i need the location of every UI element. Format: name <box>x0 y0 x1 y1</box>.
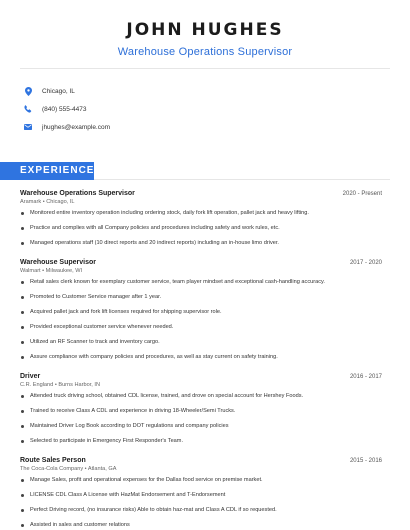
job-dates: 2020 - Present <box>342 191 382 197</box>
email-text: jhughes@example.com <box>42 123 111 131</box>
phone-icon <box>22 105 34 113</box>
job-bullet: Trained to receive Class A CDL and experience in driving 18-Wheeler/Semi Trucks. <box>20 407 382 422</box>
job-bullet: Acquired pallet jack and fork lift licenses required for shipping supervisor role. <box>20 308 382 323</box>
contact-email <box>22 118 110 136</box>
job-bullet: LICENSE CDL Class A License with HazMat Endorsement and T-Endorsement <box>20 491 382 506</box>
contact-list <box>22 82 110 136</box>
job-bullet: Retail sales clerk known for exemplary customer service, team player mindset and exceptional cash-handling accuracy. <box>20 278 382 293</box>
job-bullets <box>20 476 382 530</box>
job-dates: 2016 - 2017 <box>349 374 382 380</box>
job-bullet: Managed operations staff (10 direct reports and 20 indirect reports) including an in-house limo driver. <box>20 239 382 254</box>
job-bullet: Provided exceptional customer service whenever needed. <box>20 323 382 338</box>
job-company: Aramark • Chicago, IL <box>20 199 75 205</box>
job-bullets <box>20 392 382 452</box>
job-dates: 2015 - 2016 <box>349 458 382 464</box>
job-bullet: Assisted in sales and customer relations <box>20 521 382 530</box>
phone-text: (840) 555-4473 <box>42 105 87 113</box>
job-bullet: Practice and complies with all Company policies and procedures including safety and work rules, etc. <box>20 224 382 239</box>
job-title: Route Sales Person <box>20 457 86 464</box>
job-bullets <box>20 209 382 254</box>
job-bullet: Attended truck driving school, obtained CDL license, trained, and drove on special account for Hershey Foods. <box>20 392 382 407</box>
envelope-icon <box>22 124 34 130</box>
job-entry <box>20 259 382 368</box>
job-company: C.R. England • Burns Harbor, IN <box>20 382 100 388</box>
job-bullet: Utilized an RF Scanner to track and inventory cargo. <box>20 338 382 353</box>
resume-header <box>0 0 410 59</box>
job-entry <box>20 373 382 452</box>
job-bullet: Promoted to Customer Service manager after 1 year. <box>20 293 382 308</box>
job-company: The Coca-Cola Company • Atlanta, GA <box>20 466 117 472</box>
job-bullet: Perfect Driving record, (no insurance risks) Able to obtain haz-mat and Class A CDL if so requested. <box>20 506 382 521</box>
job-bullet: Maintained Driver Log Book according to DOT regulations and company policies <box>20 422 382 437</box>
location-text: Chicago, IL <box>42 87 75 95</box>
job-title: Driver <box>20 373 41 380</box>
section-divider <box>94 179 390 180</box>
job-dates: 2017 - 2020 <box>349 260 382 266</box>
header-divider <box>20 68 390 69</box>
job-title: Warehouse Operations Supervisor <box>20 190 135 197</box>
job-company: Walmart • Milwaukee, WI <box>20 268 83 274</box>
candidate-name: JOHN HUGHES <box>126 20 284 40</box>
job-bullet: Manage Sales, profit and operational expenses for the Dallas food service on premise market. <box>20 476 382 491</box>
job-bullet: Monitored entire inventory operation including ordering stock, daily fork lift operation, pallet jack and heavy lifting. <box>20 209 382 224</box>
experience-section-heading: EXPERIENCE <box>0 162 94 180</box>
job-bullets <box>20 278 382 368</box>
job-title: Warehouse Supervisor <box>20 259 96 266</box>
job-bullet: Assure compliance with company policies and procedures, as well as stay current on safety training. <box>20 353 382 368</box>
contact-phone <box>22 100 110 118</box>
candidate-title: Warehouse Operations Supervisor <box>117 46 293 58</box>
location-pin-icon <box>22 87 34 96</box>
job-bullet: Selected to participate in Emergency First Responder's Team. <box>20 437 382 452</box>
contact-location <box>22 82 110 100</box>
job-entry <box>20 457 382 530</box>
job-entry <box>20 190 382 254</box>
